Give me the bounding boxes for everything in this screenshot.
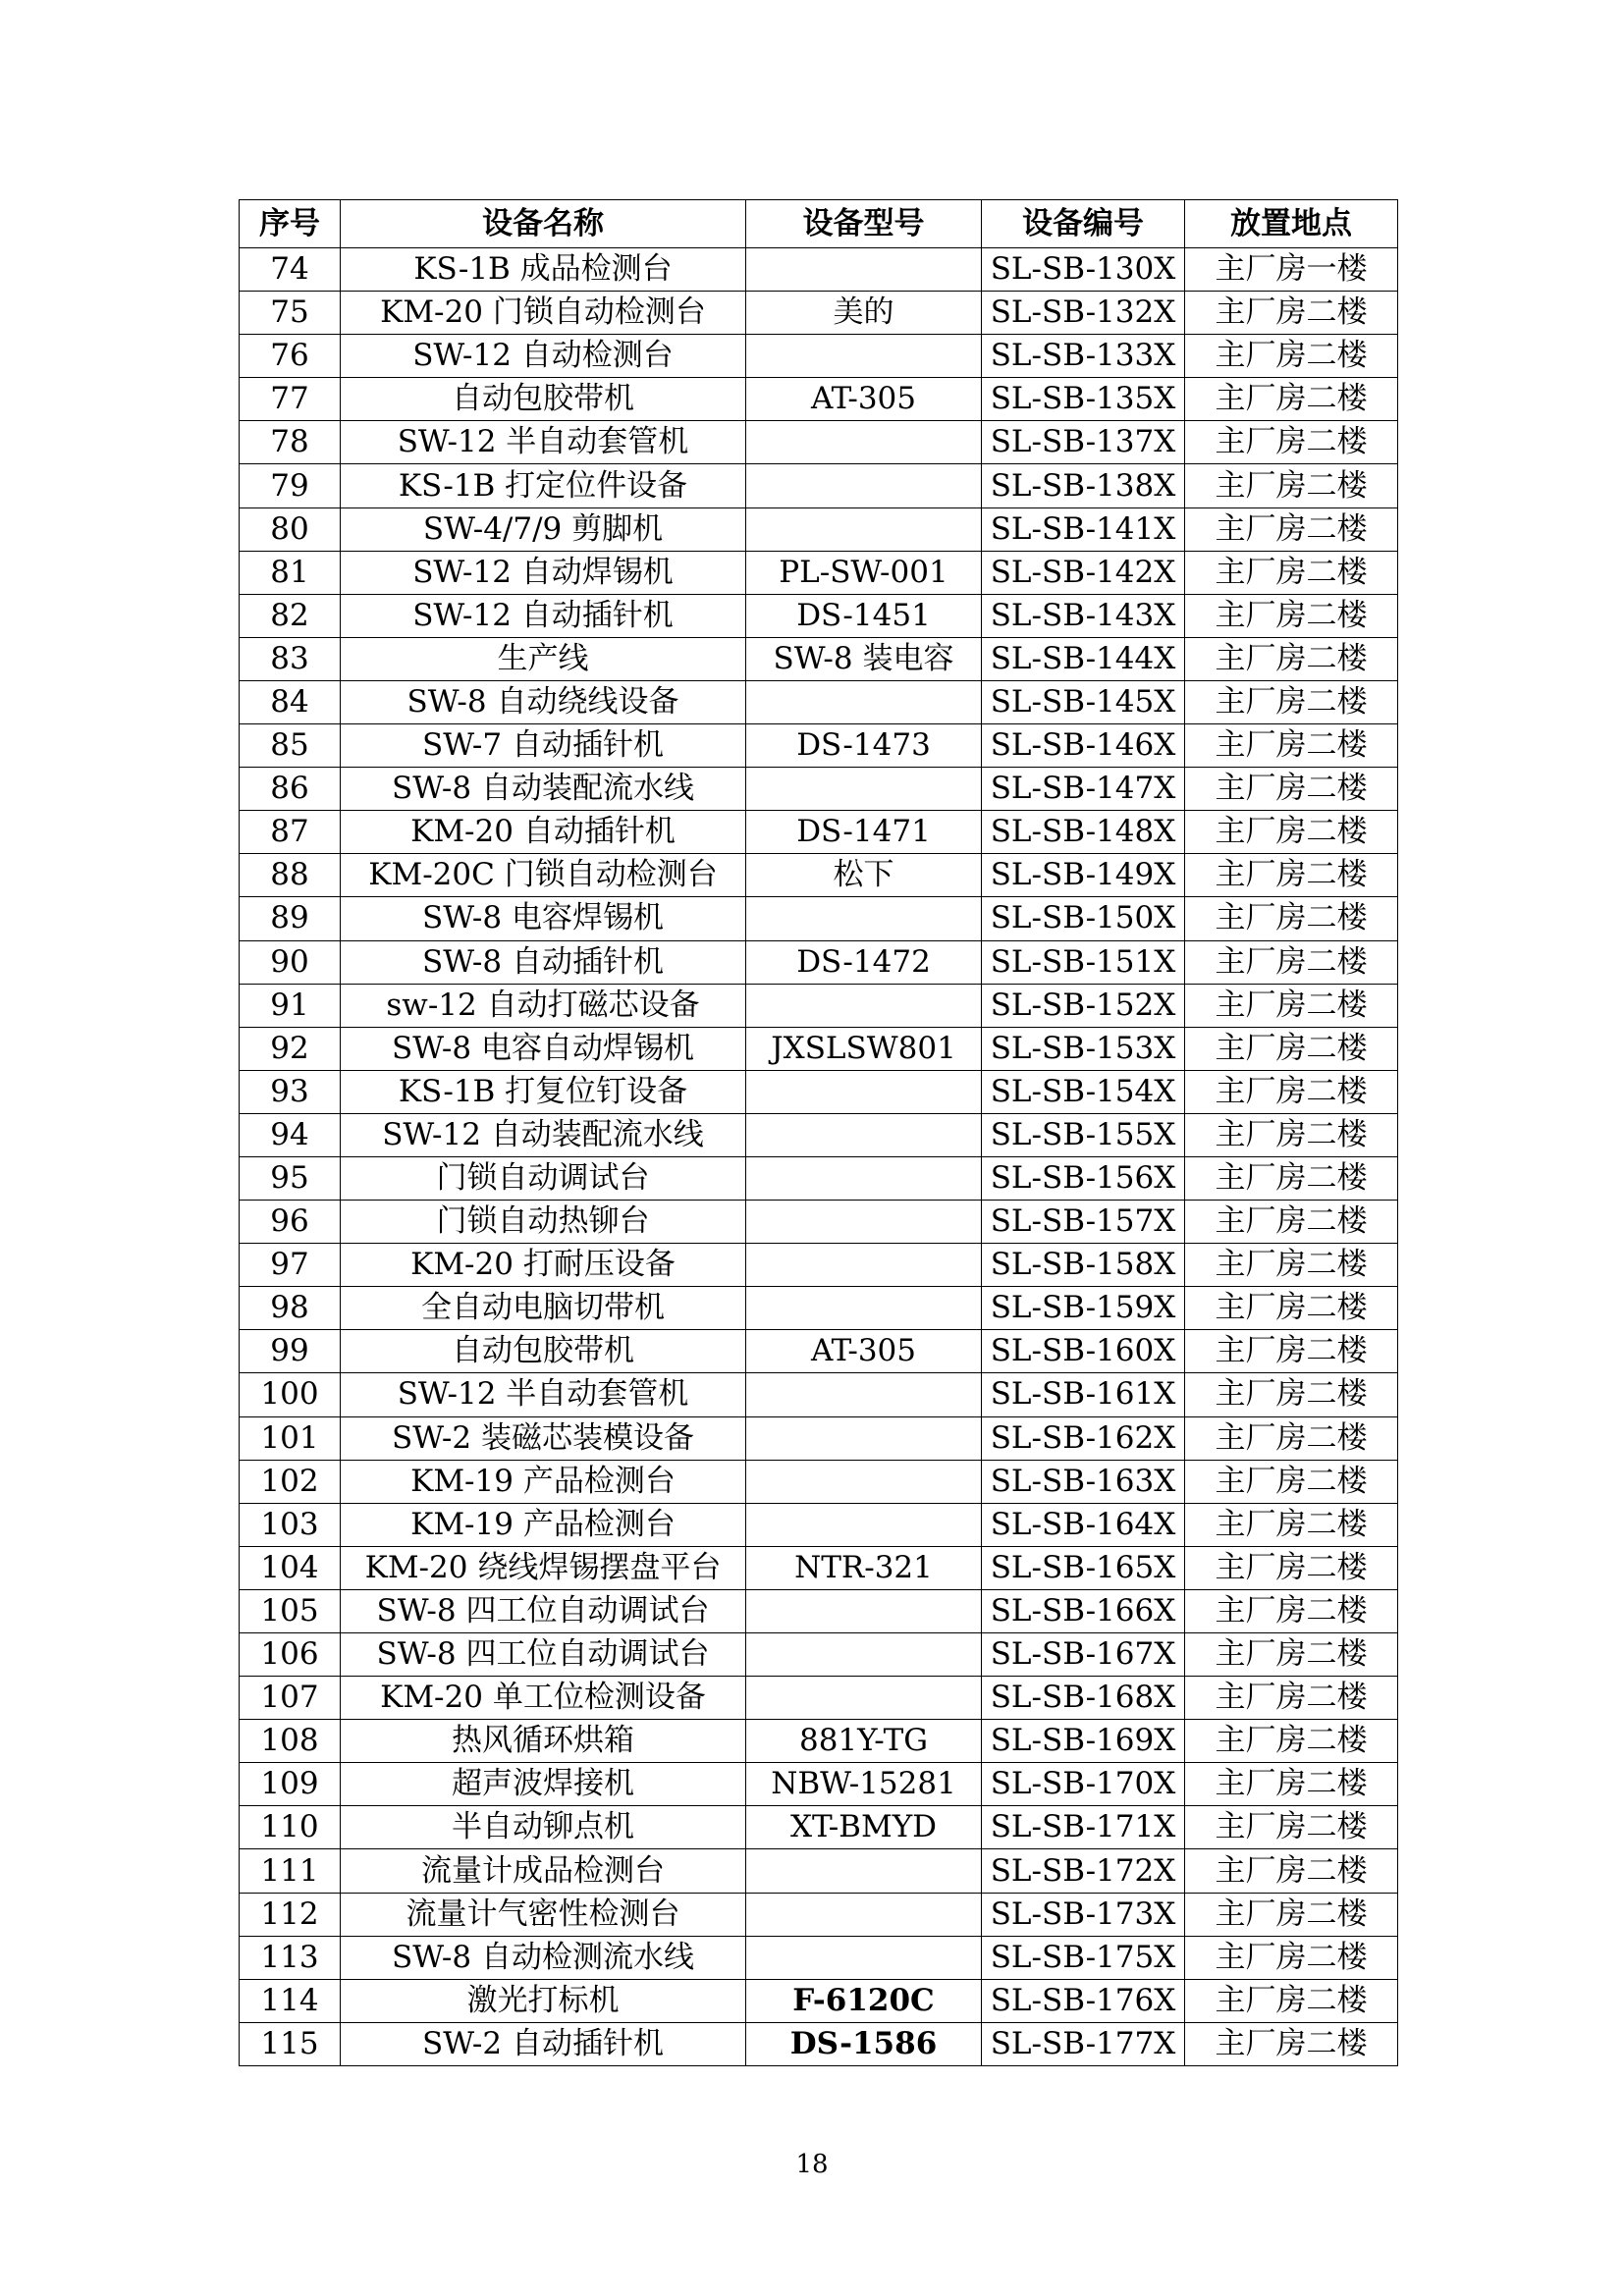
table-body	[240, 248, 1398, 2066]
cell-name: KS-1B 打复位钉设备	[341, 1070, 746, 1113]
cell-model: 881Y-TG	[746, 1720, 982, 1763]
cell-model	[746, 335, 982, 378]
cell-code: SL-SB-143X	[982, 594, 1185, 637]
cell-model	[746, 1201, 982, 1244]
cell-code: SL-SB-167X	[982, 1633, 1185, 1677]
cell-index: 93	[240, 1070, 341, 1113]
cell-index: 115	[240, 2022, 341, 2065]
cell-model	[746, 1589, 982, 1632]
cell-model	[746, 1503, 982, 1546]
cell-model: DS-1451	[746, 594, 982, 637]
table-row	[240, 1633, 1398, 1677]
cell-index: 79	[240, 464, 341, 507]
cell-name: SW-8 电容自动焊锡机	[341, 1027, 746, 1070]
cell-code: SL-SB-170X	[982, 1763, 1185, 1806]
table-row	[240, 1979, 1398, 2022]
cell-model	[746, 421, 982, 464]
cell-index: 74	[240, 248, 341, 292]
table-row	[240, 464, 1398, 507]
cell-index: 80	[240, 507, 341, 551]
cell-index: 83	[240, 637, 341, 680]
cell-model: AT-305	[746, 378, 982, 421]
table-row	[240, 1849, 1398, 1893]
cell-model	[746, 1633, 982, 1677]
cell-name: SW-8 电容焊锡机	[341, 897, 746, 940]
table-row	[240, 1373, 1398, 1416]
table-row	[240, 1936, 1398, 1979]
cell-index: 100	[240, 1373, 341, 1416]
cell-location: 主厂房二楼	[1185, 1763, 1398, 1806]
table-row	[240, 1460, 1398, 1503]
cell-name: SW-12 自动检测台	[341, 335, 746, 378]
cell-index: 91	[240, 984, 341, 1027]
table-row	[240, 551, 1398, 594]
cell-name: SW-12 半自动套管机	[341, 421, 746, 464]
table-row	[240, 1677, 1398, 1720]
cell-index: 111	[240, 1849, 341, 1893]
cell-code: SL-SB-152X	[982, 984, 1185, 1027]
cell-name: 全自动电脑切带机	[341, 1287, 746, 1330]
header-row	[240, 200, 1398, 248]
cell-code: SL-SB-162X	[982, 1416, 1185, 1460]
cell-location: 主厂房二楼	[1185, 1373, 1398, 1416]
cell-name: 门锁自动调试台	[341, 1156, 746, 1200]
cell-code: SL-SB-147X	[982, 768, 1185, 811]
table-row	[240, 811, 1398, 854]
cell-model: 松下	[746, 854, 982, 897]
cell-code: SL-SB-135X	[982, 378, 1185, 421]
cell-name: KS-1B 成品检测台	[341, 248, 746, 292]
cell-location: 主厂房二楼	[1185, 1546, 1398, 1589]
cell-name: SW-8 自动检测流水线	[341, 1936, 746, 1979]
cell-code: SL-SB-145X	[982, 680, 1185, 723]
cell-model	[746, 1849, 982, 1893]
cell-index: 98	[240, 1287, 341, 1330]
cell-location: 主厂房二楼	[1185, 594, 1398, 637]
cell-code: SL-SB-157X	[982, 1201, 1185, 1244]
table-row	[240, 1503, 1398, 1546]
cell-index: 103	[240, 1503, 341, 1546]
cell-name: KM-20 打耐压设备	[341, 1244, 746, 1287]
table-row	[240, 507, 1398, 551]
cell-index: 82	[240, 594, 341, 637]
cell-code: SL-SB-154X	[982, 1070, 1185, 1113]
table-row	[240, 1070, 1398, 1113]
cell-location: 主厂房二楼	[1185, 724, 1398, 768]
cell-code: SL-SB-155X	[982, 1113, 1185, 1156]
cell-index: 77	[240, 378, 341, 421]
cell-name: SW-2 装磁芯装模设备	[341, 1416, 746, 1460]
table-row	[240, 1806, 1398, 1849]
cell-model	[746, 1373, 982, 1416]
cell-model: AT-305	[746, 1330, 982, 1373]
cell-location: 主厂房二楼	[1185, 2022, 1398, 2065]
cell-index: 89	[240, 897, 341, 940]
cell-index: 78	[240, 421, 341, 464]
cell-location: 主厂房二楼	[1185, 1201, 1398, 1244]
table-row	[240, 2022, 1398, 2065]
cell-location: 主厂房二楼	[1185, 1936, 1398, 1979]
cell-code: SL-SB-138X	[982, 464, 1185, 507]
cell-model: JXSLSW801	[746, 1027, 982, 1070]
cell-name: 热风循环烘箱	[341, 1720, 746, 1763]
cell-name: KM-20C 门锁自动检测台	[341, 854, 746, 897]
cell-index: 95	[240, 1156, 341, 1200]
cell-model	[746, 1156, 982, 1200]
table-row	[240, 248, 1398, 292]
cell-model	[746, 464, 982, 507]
table-row	[240, 854, 1398, 897]
cell-index: 113	[240, 1936, 341, 1979]
table-row	[240, 292, 1398, 335]
cell-code: SL-SB-142X	[982, 551, 1185, 594]
cell-code: SL-SB-165X	[982, 1546, 1185, 1589]
cell-name: 流量计气密性检测台	[341, 1893, 746, 1936]
table-row	[240, 1893, 1398, 1936]
cell-code: SL-SB-156X	[982, 1156, 1185, 1200]
table-row	[240, 1244, 1398, 1287]
cell-location: 主厂房二楼	[1185, 897, 1398, 940]
cell-name: SW-2 自动插针机	[341, 2022, 746, 2065]
cell-location: 主厂房二楼	[1185, 1503, 1398, 1546]
cell-location: 主厂房二楼	[1185, 854, 1398, 897]
cell-location: 主厂房二楼	[1185, 1287, 1398, 1330]
cell-location: 主厂房二楼	[1185, 1979, 1398, 2022]
cell-model: DS-1471	[746, 811, 982, 854]
cell-model	[746, 680, 982, 723]
cell-model: F-6120C	[746, 1979, 982, 2022]
cell-code: SL-SB-144X	[982, 637, 1185, 680]
cell-name: SW-7 自动插针机	[341, 724, 746, 768]
cell-location: 主厂房二楼	[1185, 1806, 1398, 1849]
table-row	[240, 897, 1398, 940]
table-row	[240, 1589, 1398, 1632]
cell-code: SL-SB-133X	[982, 335, 1185, 378]
cell-code: SL-SB-168X	[982, 1677, 1185, 1720]
cell-model: DS-1472	[746, 940, 982, 984]
cell-name: 门锁自动热铆台	[341, 1201, 746, 1244]
cell-model	[746, 984, 982, 1027]
table-row	[240, 1720, 1398, 1763]
cell-location: 主厂房二楼	[1185, 421, 1398, 464]
cell-code: SL-SB-160X	[982, 1330, 1185, 1373]
cell-model: PL-SW-001	[746, 551, 982, 594]
cell-index: 90	[240, 940, 341, 984]
page-number: 18	[795, 2150, 829, 2179]
cell-location: 主厂房二楼	[1185, 335, 1398, 378]
cell-location: 主厂房二楼	[1185, 1633, 1398, 1677]
cell-index: 86	[240, 768, 341, 811]
cell-index: 107	[240, 1677, 341, 1720]
cell-index: 92	[240, 1027, 341, 1070]
cell-location: 主厂房二楼	[1185, 507, 1398, 551]
cell-location: 主厂房二楼	[1185, 1893, 1398, 1936]
cell-code: SL-SB-169X	[982, 1720, 1185, 1763]
cell-location: 主厂房二楼	[1185, 768, 1398, 811]
cell-location: 主厂房二楼	[1185, 1330, 1398, 1373]
table-row	[240, 1546, 1398, 1589]
cell-location: 主厂房二楼	[1185, 1849, 1398, 1893]
cell-code: SL-SB-148X	[982, 811, 1185, 854]
cell-code: SL-SB-141X	[982, 507, 1185, 551]
cell-index: 87	[240, 811, 341, 854]
cell-code: SL-SB-149X	[982, 854, 1185, 897]
cell-model	[746, 1416, 982, 1460]
cell-model	[746, 507, 982, 551]
cell-location: 主厂房二楼	[1185, 464, 1398, 507]
cell-index: 108	[240, 1720, 341, 1763]
cell-name: SW-8 自动插针机	[341, 940, 746, 984]
cell-index: 81	[240, 551, 341, 594]
cell-index: 75	[240, 292, 341, 335]
table-row	[240, 680, 1398, 723]
table-row	[240, 594, 1398, 637]
cell-code: SL-SB-151X	[982, 940, 1185, 984]
cell-index: 85	[240, 724, 341, 768]
cell-code: SL-SB-172X	[982, 1849, 1185, 1893]
cell-index: 109	[240, 1763, 341, 1806]
cell-index: 96	[240, 1201, 341, 1244]
cell-code: SL-SB-161X	[982, 1373, 1185, 1416]
cell-location: 主厂房二楼	[1185, 637, 1398, 680]
cell-code: SL-SB-150X	[982, 897, 1185, 940]
cell-model	[746, 1244, 982, 1287]
cell-model: DS-1586	[746, 2022, 982, 2065]
cell-model	[746, 248, 982, 292]
cell-location: 主厂房二楼	[1185, 811, 1398, 854]
cell-name: 半自动铆点机	[341, 1806, 746, 1849]
cell-name: KM-20 单工位检测设备	[341, 1677, 746, 1720]
cell-model: NTR-321	[746, 1546, 982, 1589]
table-row	[240, 1113, 1398, 1156]
table-row	[240, 378, 1398, 421]
cell-model	[746, 1113, 982, 1156]
cell-location: 主厂房二楼	[1185, 378, 1398, 421]
cell-index: 76	[240, 335, 341, 378]
cell-name: SW-8 四工位自动调试台	[341, 1633, 746, 1677]
cell-code: SL-SB-176X	[982, 1979, 1185, 2022]
cell-model: NBW-15281	[746, 1763, 982, 1806]
cell-name: KM-20 自动插针机	[341, 811, 746, 854]
cell-model	[746, 1936, 982, 1979]
cell-name: KM-19 产品检测台	[341, 1503, 746, 1546]
cell-location: 主厂房二楼	[1185, 1589, 1398, 1632]
cell-location: 主厂房二楼	[1185, 551, 1398, 594]
cell-name: SW-12 自动焊锡机	[341, 551, 746, 594]
cell-index: 102	[240, 1460, 341, 1503]
cell-model: XT-BMYD	[746, 1806, 982, 1849]
cell-location: 主厂房二楼	[1185, 984, 1398, 1027]
cell-name: 自动包胶带机	[341, 378, 746, 421]
cell-name: 激光打标机	[341, 1979, 746, 2022]
cell-name: SW-8 自动装配流水线	[341, 768, 746, 811]
cell-name: SW-8 自动绕线设备	[341, 680, 746, 723]
cell-code: SL-SB-163X	[982, 1460, 1185, 1503]
cell-code: SL-SB-159X	[982, 1287, 1185, 1330]
cell-model: 美的	[746, 292, 982, 335]
header-code: 设备编号	[982, 200, 1185, 248]
cell-index: 104	[240, 1546, 341, 1589]
table-row	[240, 1416, 1398, 1460]
cell-location: 主厂房二楼	[1185, 1244, 1398, 1287]
cell-code: SL-SB-130X	[982, 248, 1185, 292]
table-row	[240, 1027, 1398, 1070]
cell-name: SW-12 自动插针机	[341, 594, 746, 637]
cell-index: 101	[240, 1416, 341, 1460]
cell-location: 主厂房二楼	[1185, 1156, 1398, 1200]
cell-name: 自动包胶带机	[341, 1330, 746, 1373]
table-row	[240, 724, 1398, 768]
cell-index: 110	[240, 1806, 341, 1849]
table-row	[240, 1287, 1398, 1330]
cell-index: 105	[240, 1589, 341, 1632]
cell-code: SL-SB-132X	[982, 292, 1185, 335]
header-name: 设备名称	[341, 200, 746, 248]
cell-index: 84	[240, 680, 341, 723]
cell-model	[746, 1287, 982, 1330]
cell-location: 主厂房二楼	[1185, 1460, 1398, 1503]
cell-name: KM-19 产品检测台	[341, 1460, 746, 1503]
cell-code: SL-SB-137X	[982, 421, 1185, 464]
table-row	[240, 1201, 1398, 1244]
cell-name: SW-4/7/9 剪脚机	[341, 507, 746, 551]
cell-code: SL-SB-175X	[982, 1936, 1185, 1979]
cell-index: 106	[240, 1633, 341, 1677]
cell-location: 主厂房二楼	[1185, 1027, 1398, 1070]
cell-model	[746, 1677, 982, 1720]
cell-code: SL-SB-164X	[982, 1503, 1185, 1546]
table-header	[240, 200, 1398, 248]
table-row	[240, 637, 1398, 680]
table-row	[240, 984, 1398, 1027]
cell-location: 主厂房二楼	[1185, 292, 1398, 335]
cell-index: 94	[240, 1113, 341, 1156]
table-row	[240, 1330, 1398, 1373]
table-row	[240, 1763, 1398, 1806]
header-location: 放置地点	[1185, 200, 1398, 248]
cell-name: 超声波焊接机	[341, 1763, 746, 1806]
cell-code: SL-SB-158X	[982, 1244, 1185, 1287]
cell-name: SW-12 自动装配流水线	[341, 1113, 746, 1156]
cell-location: 主厂房二楼	[1185, 1416, 1398, 1460]
cell-model: DS-1473	[746, 724, 982, 768]
cell-name: KM-20 门锁自动检测台	[341, 292, 746, 335]
cell-name: KS-1B 打定位件设备	[341, 464, 746, 507]
header-model: 设备型号	[746, 200, 982, 248]
cell-name: 流量计成品检测台	[341, 1849, 746, 1893]
equipment-table	[239, 199, 1398, 2066]
cell-model: SW-8 装电容	[746, 637, 982, 680]
cell-code: SL-SB-153X	[982, 1027, 1185, 1070]
cell-model	[746, 1893, 982, 1936]
cell-code: SL-SB-171X	[982, 1806, 1185, 1849]
table-row	[240, 335, 1398, 378]
cell-location: 主厂房一楼	[1185, 248, 1398, 292]
cell-code: SL-SB-177X	[982, 2022, 1185, 2065]
cell-name: KM-20 绕线焊锡摆盘平台	[341, 1546, 746, 1589]
cell-name: 生产线	[341, 637, 746, 680]
cell-index: 97	[240, 1244, 341, 1287]
cell-code: SL-SB-146X	[982, 724, 1185, 768]
cell-index: 99	[240, 1330, 341, 1373]
cell-index: 112	[240, 1893, 341, 1936]
cell-name: sw-12 自动打磁芯设备	[341, 984, 746, 1027]
cell-model	[746, 768, 982, 811]
cell-index: 88	[240, 854, 341, 897]
cell-location: 主厂房二楼	[1185, 680, 1398, 723]
cell-location: 主厂房二楼	[1185, 940, 1398, 984]
cell-name: SW-8 四工位自动调试台	[341, 1589, 746, 1632]
cell-name: SW-12 半自动套管机	[341, 1373, 746, 1416]
cell-model	[746, 897, 982, 940]
table-row	[240, 1156, 1398, 1200]
cell-location: 主厂房二楼	[1185, 1720, 1398, 1763]
cell-location: 主厂房二楼	[1185, 1677, 1398, 1720]
cell-model	[746, 1460, 982, 1503]
cell-code: SL-SB-173X	[982, 1893, 1185, 1936]
cell-code: SL-SB-166X	[982, 1589, 1185, 1632]
cell-location: 主厂房二楼	[1185, 1113, 1398, 1156]
cell-index: 114	[240, 1979, 341, 2022]
table-row	[240, 421, 1398, 464]
cell-location: 主厂房二楼	[1185, 1070, 1398, 1113]
table-row	[240, 768, 1398, 811]
cell-model	[746, 1070, 982, 1113]
table-row	[240, 940, 1398, 984]
header-index: 序号	[240, 200, 341, 248]
